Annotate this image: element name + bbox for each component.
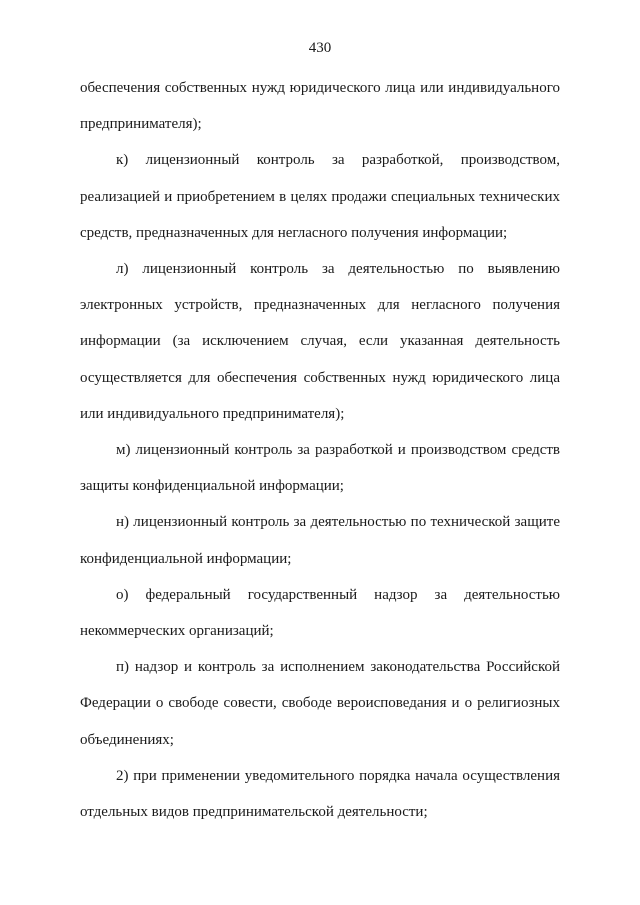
paragraph-item-k: к) лицензионный контроль за разработкой, производством, реализацией и приобретением в целях продажи специальных технических средств, предназначенных для негласного получения информации; [80, 152, 560, 241]
paragraph-item-p: п) надзор и контроль за исполнением законодательства Российской Федерации о свободе совести, свободе вероисповедания и о религиозных объединениях; [80, 659, 560, 748]
paragraph-item-2: 2) при применении уведомительного порядка начала осуществления отдельных видов предпринимательской деятельности; [80, 767, 560, 821]
paragraph-item-n: н) лицензионный контроль за деятельностью по технической защите конфиденциальной информации; [80, 514, 560, 567]
paragraph-item-l: л) лицензионный контроль за деятельностью по выявлению электронных устройств, предназначенных для негласного получения информации (за исключением случая, если указанная деятельность осуществляется для обеспечения собственных нужд юридического лица или индивидуального предпринимателя); [80, 261, 560, 422]
paragraph-item-o: о) федеральный государственный надзор за деятельностью некоммерческих организаций; [80, 586, 560, 640]
page-number: 430 [308, 40, 332, 56]
paragraph-continuation: обеспечения собственных нужд юридического лица или индивидуального предпринимателя); [80, 80, 560, 133]
document-body [80, 70, 560, 830]
paragraph-item-m: м) лицензионный контроль за разработкой и производством средств защиты конфиденциальной информации; [80, 442, 560, 495]
